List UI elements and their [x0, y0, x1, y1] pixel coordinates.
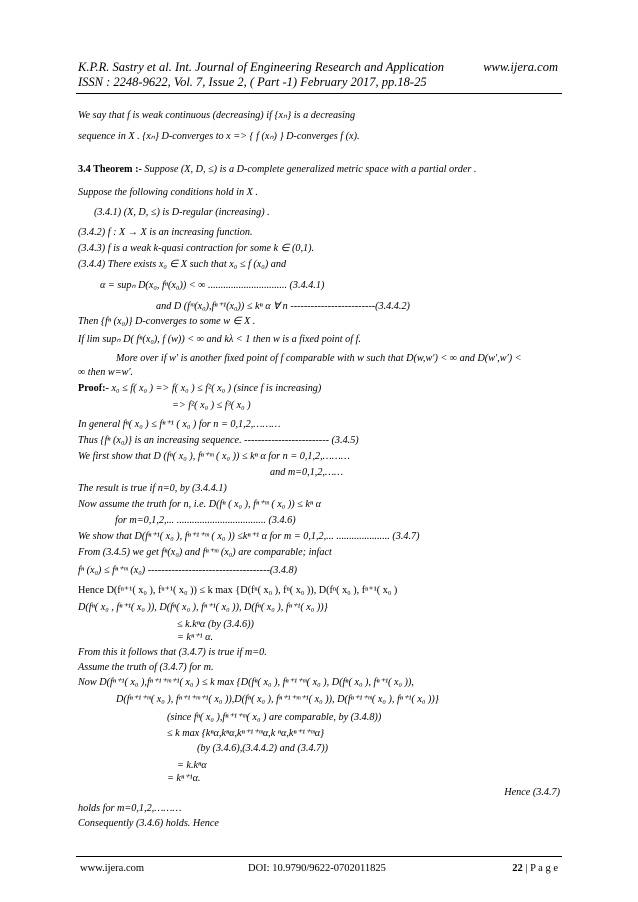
text-line: = kⁿ⁺¹α. — [167, 773, 201, 784]
page-footer — [76, 856, 562, 879]
text-line: Then {fⁿ (x₀)} D-converges to some w ∈ X . — [78, 316, 256, 327]
proof-label: Proof:- — [78, 383, 109, 394]
proof-line — [78, 383, 321, 395]
theorem-label: 3.4 Theorem :- — [78, 164, 142, 175]
text-line: ∞ then w=w'. — [78, 367, 134, 378]
issn-line: ISSN : 2248-9622, Vol. 7, Issue 2, ( Part -1) February 2017, pp.18-25 — [78, 75, 427, 89]
text-line: = kⁿ⁺¹ α. — [177, 632, 214, 643]
text-line: D(fⁿ⁺¹⁺ᵐ( x₀ ), fⁿ⁺¹⁺ᵐ⁺¹( x₀ )),D(fⁿ( x₀ ), fⁿ⁺¹⁺ᵐ⁺¹( x₀ )), D(fⁿ⁺¹⁺ᵐ( x₀ ), fⁿ⁺¹( x₀ ))} — [116, 694, 439, 705]
page-number — [512, 863, 558, 874]
text-line: sequence in X . {xₙ} D-converges to x => { f (xₙ) } D-converges f (x). — [78, 131, 360, 142]
journal-citation: K.P.R. Sastry et al. Int. Journal of Engineering Research and Application — [78, 60, 445, 74]
theorem-line — [78, 164, 476, 176]
text-line: => f²( x₀ ) ≤ f³( x₀ ) — [172, 400, 251, 411]
theorem-text: Suppose (X, D, ≤) is a D-complete generalized metric space with a partial order . — [141, 164, 477, 175]
text-line: (3.4.2) f : X → X is an increasing function. — [78, 227, 253, 238]
text-line: for m=0,1,2,... ................................... (3.4.6) — [115, 515, 296, 526]
footer-website[interactable]: www.ijera.com — [80, 862, 145, 874]
equation-line: and D (fᵐ(x₀),fⁿ⁺¹(x₀)) ≤ kⁿ α ∀ n -------------------------(3.4.4.2) — [156, 301, 410, 312]
text-line: Now assume the truth for n, i.e. D(fⁿ ( x₀ ), fⁿ⁺ᵐ ( x₀ )) ≤ kⁿ α — [78, 499, 321, 510]
text-line: The result is true if n=0, by (3.4.4.1) — [78, 483, 227, 494]
text-line: Consequently (3.4.6) holds. Hence — [78, 818, 219, 829]
proof-text: x₀ ≤ f( x₀ ) => f( x₀ ) ≤ f²( x₀ ) (since f is increasing) — [108, 383, 322, 394]
equation-line: fⁿ (x₀) ≤ fⁿ⁺ᵐ (x₀) ------------------------------------(3.4.8) — [78, 565, 298, 576]
text-line: (by (3.4.6),(3.4.4.2) and (3.4.7)) — [197, 743, 328, 754]
text-line: We say that f is weak continuous (decreasing) if {xₙ} is a decreasing — [78, 110, 356, 121]
text-line: If lim supₙ D( fⁿ(x₀), f (w)) < ∞ and kλ < 1 then w is a fixed point of f. — [78, 334, 361, 345]
text-line: More over if w' is another fixed point of f comparable with w such that D(w,w') < ∞ and D(w',w') < — [116, 353, 522, 364]
page-num: 22 — [512, 862, 523, 874]
text-line: From this it follows that (3.4.7) is true if m=0. — [78, 647, 267, 658]
text-line: Thus {fⁿ (x₀)} is an increasing sequence. ------------------------- (3.4.5) — [78, 435, 359, 446]
equation-line: α = supₙ D(x₀, fⁿ(x₀)) < ∞ ............................... (3.4.4.1) — [100, 280, 325, 291]
text-line: Assume the truth of (3.4.7) for m. — [78, 662, 214, 673]
journal-website[interactable]: www.ijera.com — [483, 60, 558, 74]
text-line: D(fⁿ( x₀ , fⁿ⁺¹( x₀ )), D(fⁿ( x₀ ), fⁿ⁺¹( x₀ )), D(fⁿ( x₀ ), fⁿ⁺¹( x₀ ))} — [78, 602, 328, 613]
text-line: (3.4.3) f is a weak k-quasi contraction for some k ∈ (0,1). — [78, 243, 315, 254]
text-line: (3.4.4) There exists x₀ ∈ X such that x₀ ≤ f (x₀) and — [78, 259, 287, 270]
text-line: Hence (3.4.7) — [504, 787, 560, 798]
text-line: From (3.4.5) we get fⁿ(x₀) and fⁿ⁺ᵐ (x₀) are comparable; infact — [78, 547, 332, 558]
text-line: Now D(fⁿ⁺¹( x₀ ),fⁿ⁺¹⁺ᵐ⁺¹( x₀ ) ≤ k max {D(fⁿ( x₀ ), fⁿ⁺¹⁺ᵐ( x₀ ), D(fⁿ( x₀ ), fⁿ⁺¹( x₀ )), — [78, 677, 414, 688]
text-line: (3.4.1) (X, D, ≤) is D-regular (increasing) . — [94, 207, 270, 218]
text-line: Suppose the following conditions hold in X . — [78, 187, 258, 198]
text-line: We first show that D (fⁿ( x₀ ), fⁿ⁺ᵐ ( x₀ )) ≤ kⁿ α for n = 0,1,2,……… — [78, 451, 350, 462]
doi: DOI: 10.9790/9622-0702011825 — [248, 862, 386, 874]
text-line: (since fⁿ( x₀ ),fⁿ⁺¹⁺ᵐ( x₀ ) are comparable, by (3.4.8)) — [167, 712, 382, 723]
text-line: We show that D(fⁿ⁺¹( x₀ ), fⁿ⁺¹⁺ᵐ ( x₀ )) ≤kⁿ⁺¹ α for m = 0,1,2,... ..................... (3.4.7) — [78, 531, 420, 542]
text-line: ≤ k.kⁿα (by (3.4.6)) — [177, 619, 254, 630]
text-line: In general fⁿ( x₀ ) ≤ fⁿ⁺¹ ( x₀ ) for n = 0,1,2,……… — [78, 419, 281, 430]
text-line: holds for m=0,1,2,……… — [78, 803, 182, 814]
text-line: and m=0,1,2,…… — [270, 467, 344, 478]
text-line: = k.kⁿα — [177, 760, 207, 771]
text-line: Hence D(fⁿ⁺¹( x₀ ), fⁿ⁺¹( x₀ )) ≤ k max {D(fⁿ( x₀ ), fⁿ( x₀ )), D(fⁿ( x₀ ), fⁿ⁺¹( x₀ ) — [78, 585, 398, 596]
page-label: | P a g e — [522, 862, 558, 874]
header-rule — [76, 93, 562, 94]
text-line: ≤ k max {kⁿα,kⁿα,kⁿ⁺¹⁺ᵐα,k ⁿα,kⁿ⁺¹⁺ᵐα} — [167, 728, 325, 739]
